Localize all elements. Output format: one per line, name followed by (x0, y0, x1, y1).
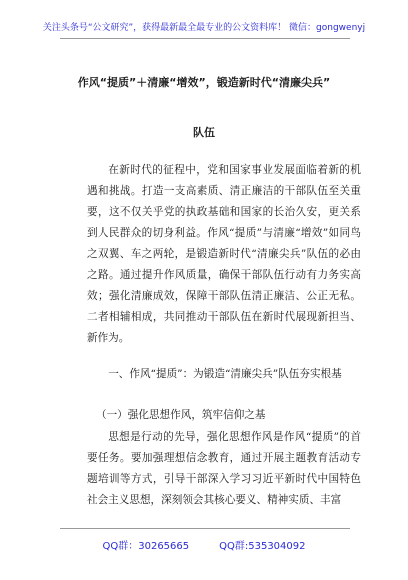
footer-qq-group-2: QQ群:535304092 (219, 541, 306, 552)
subsection-heading-1: （一）强化思想作风，筑牢信仰之基 (96, 409, 266, 421)
body-paragraph-intro: 在新时代的征程中，党和国家事业发展面临着新的机遇和挑战。打造一支高素质、清正廉洁的干部队伍至关重要，这不仅关乎党的执政基础和国家的长治久安，更关系到人民群众的切身利益。作风“提质”与清廉“增效”如同鸟之双翼、车之两轮，是锻造新时代“清廉尖兵”队伍的必由之路。通过提升作风质量，确保干部队伍行动有力务实高效；强化清廉成效，保障干部队伍清正廉洁、公正无私。二者相辅相成，共同推动干部队伍在新时代展现新担当、新作为。 (87, 164, 361, 344)
document-title-line1: 作风“提质”＋清廉“增效”，锻造新时代“清廉尖兵” (77, 76, 331, 89)
footer-contacts (0, 537, 408, 552)
section-heading-1: 一、作风“提质”：为锻造“清廉尖兵”队伍夯实根基 (108, 368, 342, 380)
header-divider (60, 38, 350, 39)
document-title-line2: 队伍 (193, 126, 215, 139)
footer-divider (60, 528, 350, 529)
header-note: 关注头条号“公文研究”，获得最新最全最专业的公文资料库！ 微信：gongwenyj (42, 23, 366, 33)
footer-qq-group-1: QQ群：30265665 (102, 541, 190, 552)
body-paragraph-thought: 思想是行动的先导，强化思想作风是作风“提质”的首要任务。要加强理想信念教育，通过开展主题教育活动专题培训等方式，引导干部深入学习习近平新时代中国特色社会主义思想，深刻领会其核心要义、精神实质、丰富 (87, 431, 361, 506)
